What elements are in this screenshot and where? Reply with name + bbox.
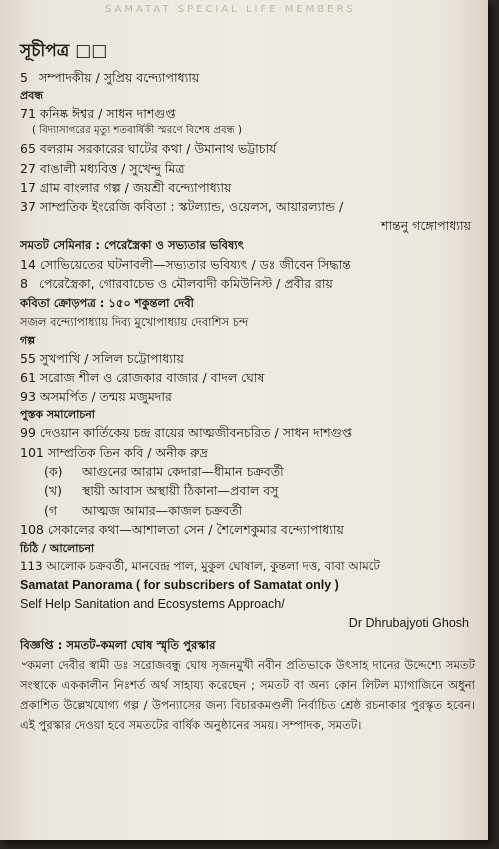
entry: 37 সাম্প্রতিক ইংরেজি কবিতা : স্কটল্যান্ড, ওয়েলস, আয়ারল্যান্ড /	[20, 199, 344, 215]
entry: 113 আলোক চক্রবর্তী, মানবেন্দ্র পাল, মুকুল ঘোষাল, কুন্তলা দত্ত, বাবা আমটে	[20, 558, 380, 573]
sub-entry: (খ) স্থায়ী আবাস অস্থায়ী ঠিকানা—প্রবাল বসু	[44, 483, 279, 499]
notice-heading: বিজ্ঞপ্তি : সমতট-কমলা ঘোষ স্মৃতি পুরস্কার	[20, 637, 216, 652]
entry-note: ( বিদ্যাসাগরের মৃত্যু শতবার্ষিকী স্মরণে বিশেষ প্রবন্ধ )	[32, 125, 243, 137]
notice	[20, 635, 475, 735]
entry: 8 পেরেস্ত্রৈকা, গোরবাচেভ ও মৌলবাদী কমিউনিস্ট / প্রবীর রায়	[20, 276, 333, 292]
entry: 108 সেকালের কথা—আশালতা সেন / শৈলেশকুমার বন্দ্যোপাধ্যায়	[20, 522, 344, 538]
section-heading: প্রবন্ধ	[20, 89, 44, 103]
title-text: সূচীপত্র	[20, 41, 70, 61]
entry: 61 সরোজ শীল ও রোজকার বাজার / বাদল ঘোষ	[20, 370, 265, 386]
sub-entry: (গ আত্মজ আমার—কাজল চক্রবর্তী	[44, 502, 243, 518]
title-marks: □□	[75, 41, 108, 61]
entry: 65 বলরাম সরকারের ঘাটের কথা / উমানাথ ভট্টাচার্য	[20, 141, 277, 157]
contents	[20, 40, 475, 735]
notice-body: ৺কমলা দেবীর স্বামী ডঃ সরোজবন্ধু ঘোষ সৃজনমুখী নবীন প্রতিভাকে উৎসাহ দানের উদ্দেশ্যে সমতট সংস্থাকে এককালীন নিঃশর্ত অর্থ সাহায্য করেছেন ; সমতট বা অন্য কোন লিটল ম্যাগাজিনে অধুনা প্রকাশিত উল্লেখযোগ্য গল্প / উপন্যাসের জন্য বিচারকমণ্ডলী নির্বাচিত শ্রেষ্ঠ রচনাকার পুরস্কৃত হবেন। এই পুরস্কার দেওয়া হবে সমতটের বার্ষিক অনুষ্ঠানের সময়। সম্পাদক, সমতট।	[20, 657, 475, 732]
sub-entry: (ক) আগুনের আরাম কেদারা—ধীমান চক্রবর্তী	[44, 463, 284, 479]
entry-author: শান্তনু গঙ্গোপাধ্যায়	[381, 218, 471, 234]
entry: 93 অসমর্পিত / তন্ময় মজুমদার	[20, 389, 172, 405]
section-heading-poetry: কবিতা ক্রোড়পত্র : ১৫০ শকুন্তলা দেবী	[20, 295, 194, 310]
section-heading: চিঠি / আলোচনা	[20, 541, 95, 555]
panorama-article: Self Help Sanitation and Ecosystems Approach/	[20, 596, 285, 611]
entry: 27 বাঙালী মধ্যবিত্ত / সুখেন্দু মিত্র	[20, 160, 185, 176]
bleed-through-text: SAMATAT SPECIAL LIFE MEMBERS	[105, 4, 356, 15]
section-heading: গল্প	[20, 333, 36, 347]
entry: 55 সুখপাখি / সলিল চট্টোপাধ্যায়	[20, 350, 184, 366]
poets-list: সজল বন্দ্যোপাধ্যায় দিব্য মুখোপাধ্যায় দেবাশিস চন্দ	[20, 314, 249, 329]
section-heading: পুস্তক সমালোচনা	[20, 408, 95, 422]
panorama-line: Samatat Panorama ( for subscribers of Samatat only )	[20, 577, 339, 592]
entry: 101 সাম্প্রতিক তিন কবি / অনীক রুদ্র	[20, 444, 208, 460]
entry: 99 দেওয়ান কার্তিকেয় চন্দ্র রায়ের আত্মজীবনচরিত / সাধন দাশগুপ্ত	[20, 425, 352, 441]
entry-editorial: 5 সম্পাদকীয় / সুপ্রিয় বন্দ্যোপাধ্যায়	[20, 70, 200, 85]
panorama-author: Dr Dhrubajyoti Ghosh	[348, 615, 469, 630]
entry: 14 সোভিয়েতের ঘটনাবলী—সভ্যতার ভবিষ্যৎ / ডঃ জীবেন সিদ্ধান্ত	[20, 257, 351, 273]
entry: 71 কনিষ্ক ঈশ্বর / সাধন দাশগুপ্ত	[20, 106, 176, 122]
entry: 17 গ্রাম বাংলার গল্প / জয়শ্রী বন্দ্যোপাধ্যায়	[20, 179, 232, 195]
page-title	[20, 40, 475, 62]
section-heading-seminar: সমতট সেমিনার : পেরেস্ত্রৈকা ও সভ্যতার ভবিষ্যৎ	[20, 238, 244, 253]
